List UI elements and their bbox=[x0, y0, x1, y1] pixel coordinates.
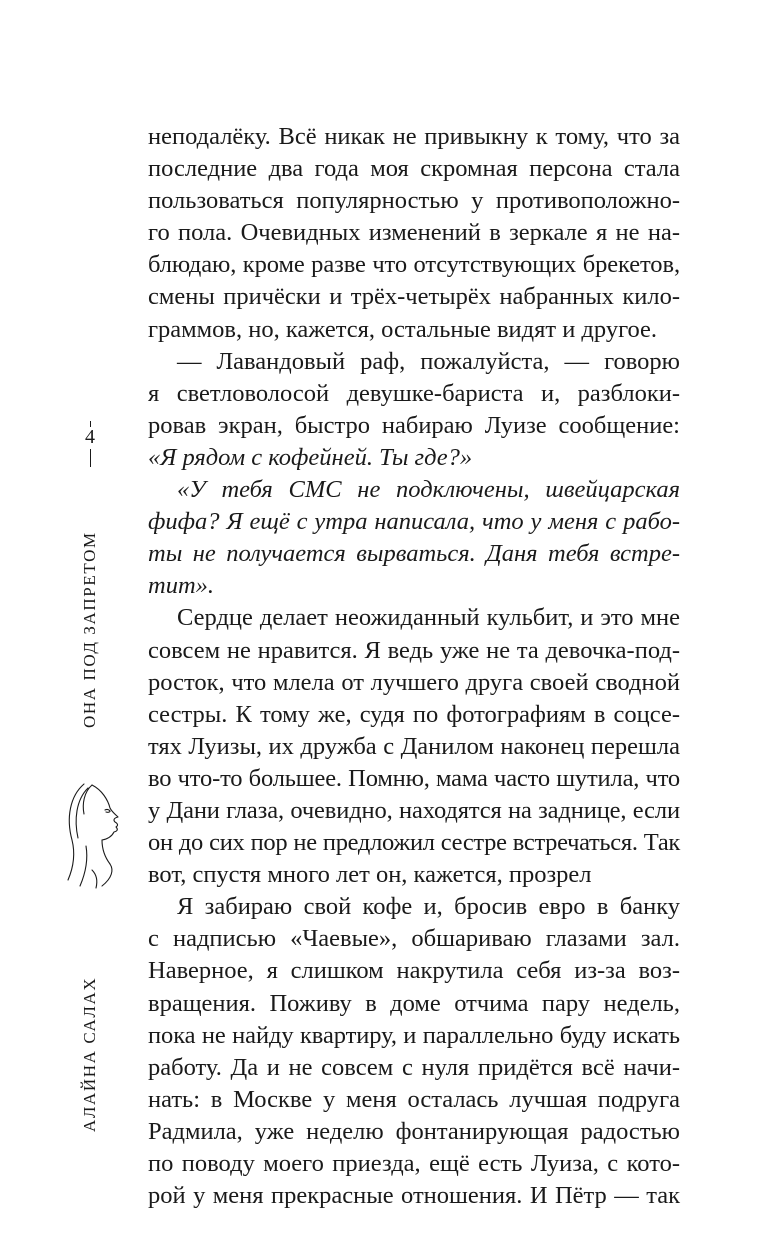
text-line: — Лавандовый раф, пожалуйста, — говорю bbox=[177, 347, 680, 375]
text-line: ты не получается вырваться. Даня тебя встре- bbox=[148, 540, 680, 568]
text-line: тит». bbox=[148, 572, 215, 600]
text-line: Наверное, я слишком накрутила себя из-за воз- bbox=[148, 957, 680, 985]
text-line: смены причёски и трёх-четырёх набранных кило- bbox=[148, 283, 680, 311]
text-line: во что-то большее. Помню, мама часто шутила, что bbox=[148, 764, 680, 792]
text-line: последние два года моя скромная персона стала bbox=[148, 155, 680, 183]
text-line: по поводу моего приезда, ещё есть Луиза, с кото- bbox=[148, 1150, 680, 1177]
running-book-title: ОНА ПОД ЗАПРЕТОМ bbox=[80, 531, 99, 728]
text-line: Радмила, уже неделю фонтанирующая радостью bbox=[148, 1117, 680, 1145]
text-line: Я забираю свой кофе и, бросив евро в банку bbox=[177, 893, 680, 921]
woman-profile-illustration bbox=[62, 782, 132, 894]
text-line: я светловолосой девушке-бариста и, разблоки- bbox=[148, 379, 680, 407]
text-line: пока не найду квартиру, и параллельно буду искать bbox=[148, 1021, 680, 1049]
text-line: вот, спустя много лет он, кажется, прозрел bbox=[148, 861, 592, 889]
text-line: «Я рядом с кофейней. Ты где?» bbox=[148, 443, 473, 471]
text-line: граммов, но, кажется, остальные видят и другое. bbox=[148, 315, 658, 343]
page-number: 4 bbox=[80, 421, 100, 467]
text-line: с надписью «Чаевые», обшариваю глазами зал. bbox=[148, 925, 680, 953]
text-line: неподалёку. Всё никак не привыкну к тому, что за bbox=[148, 123, 680, 150]
text-line: блюдаю, кроме разве что отсутствующих брекетов, bbox=[148, 251, 680, 279]
text-line: сестры. К тому же, судя по фотографиям в соцсе- bbox=[148, 700, 680, 728]
text-line: нать: в Москве у меня осталась лучшая подруга bbox=[148, 1085, 680, 1113]
text-line: тях Луизы, их дружба с Данилом наконец перешла bbox=[148, 732, 680, 760]
running-author-name: АЛАЙНА САЛАХ bbox=[80, 976, 99, 1132]
text-line: вращения. Поживу в доме отчима пару недель, bbox=[148, 989, 680, 1017]
text-line: у Дани глаза, очевидно, находятся на заднице, если bbox=[148, 796, 680, 824]
text-line: он до сих пор не предложил сестре встречаться. Так bbox=[148, 829, 680, 857]
text-line: рой у меня прекрасные отношения. И Пётр — так bbox=[148, 1182, 680, 1210]
text-line: го пола. Очевидных изменений в зеркале я не на- bbox=[148, 219, 680, 247]
text-line: Сердце делает неожиданный кульбит, и это мне bbox=[177, 604, 680, 632]
text-line: совсем не нравится. Я ведь уже не та девочка-под- bbox=[148, 636, 680, 664]
text-line: «У тебя СМС не подключены, швейцарская bbox=[177, 476, 680, 504]
text-line: пользоваться популярностью у противоположно- bbox=[148, 187, 680, 215]
body-text bbox=[148, 121, 680, 1212]
text-line: росток, что млела от лучшего друга своей сводной bbox=[148, 668, 680, 696]
text-line: работу. Да и не совсем с нуля придётся всё начи- bbox=[148, 1053, 680, 1081]
text-line: фифа? Я ещё с утра написала, что у меня с рабо- bbox=[148, 508, 680, 536]
text-line: ровав экран, быстро набираю Луизе сообщение: bbox=[148, 411, 680, 439]
